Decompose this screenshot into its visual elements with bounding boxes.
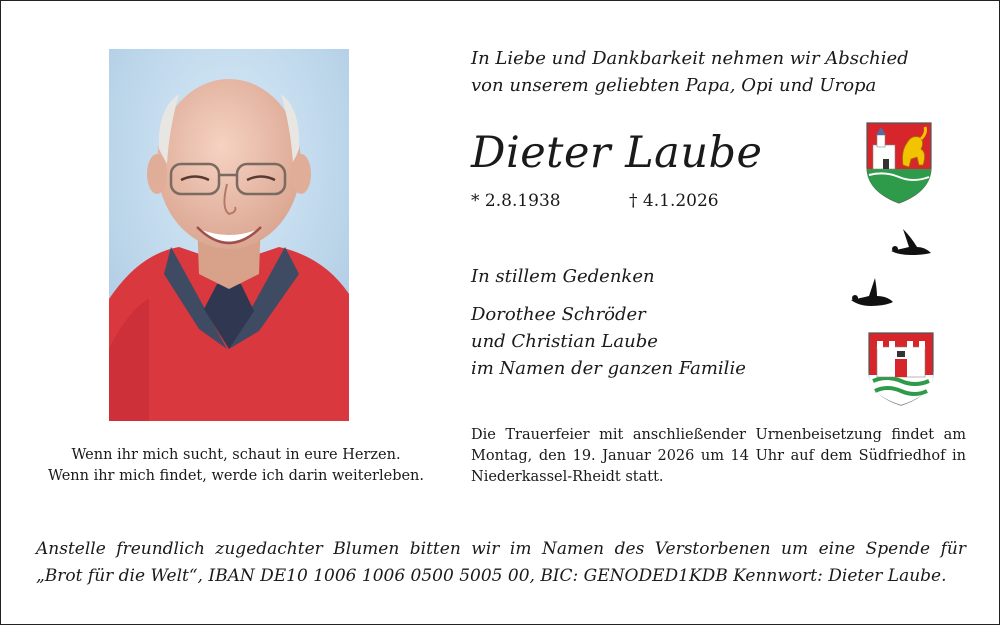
donation-request <box>36 536 966 590</box>
death-date: † 4.1.2026 <box>629 191 719 211</box>
donation-line: Anstelle freundlich zugedachter Blumen bitten wir im Namen des Verstorbenen um eine Spende für <box>36 539 966 559</box>
portrait-photo <box>109 49 349 421</box>
quote-line: Wenn ihr mich findet, werde ich darin weiterleben. <box>47 468 425 484</box>
coat-of-arms-castle-waves-icon <box>867 331 935 411</box>
intro-line: von unserem geliebten Papa, Opi und Uropa <box>471 75 877 96</box>
donation-line: „Brot für die Welt“, IBAN DE10 1006 1006 0500 5005 00, BIC: GENODED1KDB Kennwort: Dieter Laube. <box>36 566 947 586</box>
mourners-list <box>471 301 746 382</box>
flying-goose-icon <box>849 276 895 316</box>
deceased-name: Dieter Laube <box>471 128 763 178</box>
coat-of-arms-lion-castle-icon <box>865 121 933 209</box>
birth-date: * 2.8.1938 <box>471 191 561 211</box>
mourner-line: im Namen der ganzen Familie <box>471 358 746 379</box>
service-line: Niederkassel-Rheidt statt. <box>471 469 664 485</box>
mourner-line: Dorothee Schröder <box>471 304 646 325</box>
memorial-quote <box>31 445 441 487</box>
service-line: Montag, den 19. Januar 2026 um 14 Uhr auf dem Südfriedhof in <box>471 448 966 464</box>
service-line: Die Trauerfeier mit anschließender Urnenbeisetzung findet am <box>471 427 966 443</box>
mourner-line: und Christian Laube <box>471 331 658 352</box>
service-announcement <box>471 425 966 488</box>
intro-line: In Liebe und Dankbarkeit nehmen wir Abschied <box>471 48 909 69</box>
intro-text <box>471 45 909 99</box>
quote-line: Wenn ihr mich sucht, schaut in eure Herzen. <box>71 447 401 463</box>
remembrance-heading: In stillem Gedenken <box>471 266 655 287</box>
flying-goose-icon <box>889 225 933 265</box>
